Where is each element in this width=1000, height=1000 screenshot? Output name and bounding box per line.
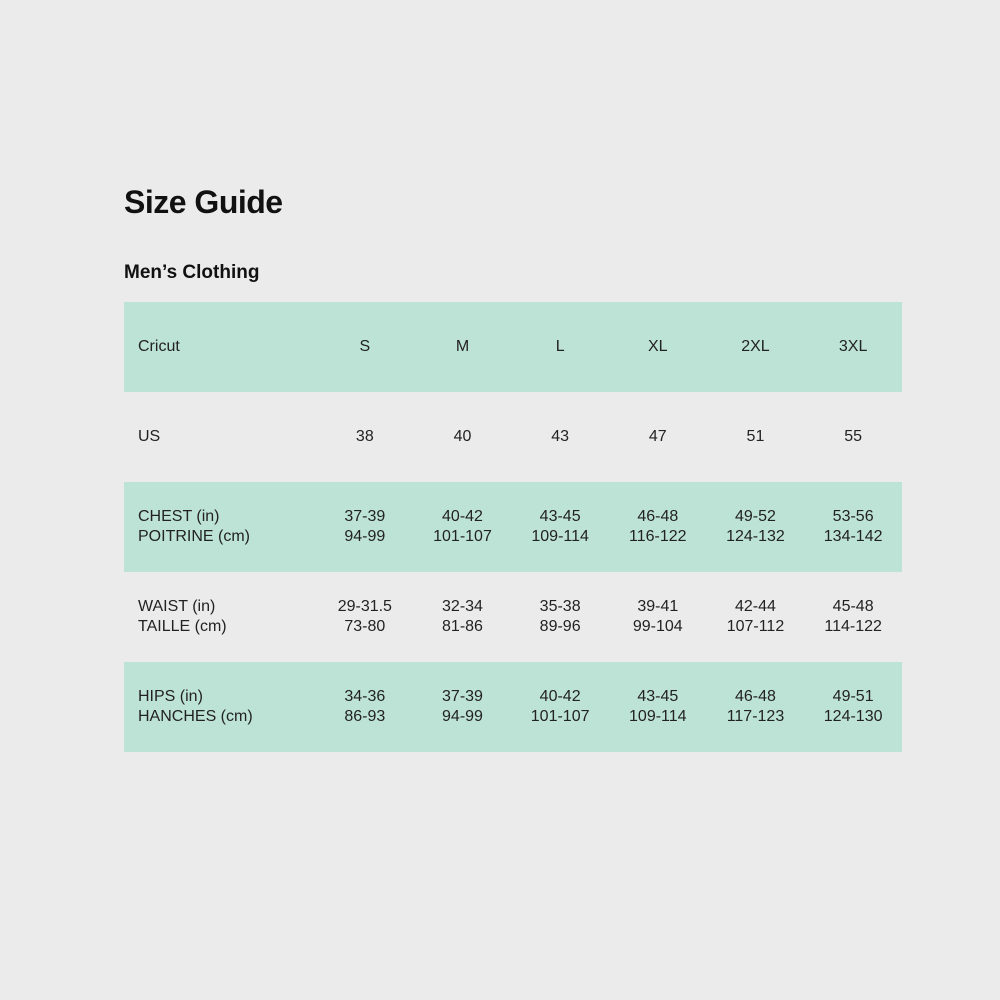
us-value-l: 43 (551, 428, 570, 445)
hips-in-xl: 43-45 (637, 688, 679, 705)
chest-cm-l: 109-114 (531, 528, 589, 545)
waist-in-3xl: 45-48 (832, 598, 874, 615)
chest-cell-l (511, 482, 609, 572)
us-label: US (138, 428, 161, 445)
waist-in-m: 32-34 (442, 598, 483, 615)
waist-cm-2xl: 107-112 (726, 618, 785, 635)
chest-cm-s: 94-99 (344, 528, 386, 545)
chest-cell-m (414, 482, 512, 572)
hips-cell-m (414, 662, 512, 752)
chest-label-in: CHEST (in) (138, 508, 220, 525)
us-value-xl: 47 (648, 428, 667, 445)
chest-cm-2xl: 124-132 (726, 528, 785, 545)
hips-cm-s: 86-93 (344, 708, 386, 725)
waist-in-2xl: 42-44 (734, 598, 776, 615)
hips-cell-2xl (707, 662, 805, 752)
hips-cell-3xl (804, 662, 902, 752)
section-title: Men’s Clothing (124, 262, 260, 283)
waist-cm-m: 81-86 (442, 618, 483, 635)
chest-cell-3xl (804, 482, 902, 572)
waist-cell-xl (609, 572, 707, 662)
waist-in-xl: 39-41 (637, 598, 679, 615)
size-header-l: L (511, 302, 609, 392)
chest-cm-m: 101-107 (433, 528, 492, 545)
hips-cell-xl (609, 662, 707, 752)
size-header-3xl: 3XL (804, 302, 902, 392)
waist-label-cm: TAILLE (cm) (138, 618, 227, 635)
hips-in-m: 37-39 (442, 688, 483, 705)
waist-cm-s: 73-80 (344, 618, 386, 635)
chest-in-xl: 46-48 (637, 508, 679, 525)
chest-in-l: 43-45 (539, 508, 581, 525)
chest-label (124, 482, 316, 572)
size-header-xl: XL (609, 302, 707, 392)
hips-in-3xl: 49-51 (832, 688, 874, 705)
brand-label: Cricut (124, 302, 316, 392)
hips-cm-l: 101-107 (530, 708, 590, 725)
waist-label (124, 572, 316, 662)
waist-cell-3xl (804, 572, 902, 662)
waist-cell-m (414, 572, 512, 662)
waist-label-in: WAIST (in) (138, 598, 216, 615)
hips-cm-m: 94-99 (442, 708, 483, 725)
us-value-2xl: 51 (746, 428, 765, 445)
page-title: Size Guide (124, 184, 283, 220)
chest-in-3xl: 53-56 (832, 508, 874, 525)
size-header-m: M (414, 302, 512, 392)
hips-in-l: 40-42 (539, 688, 581, 705)
hips-label-in: HIPS (in) (138, 688, 203, 705)
size-table (124, 302, 902, 752)
hips-cell-l (511, 662, 609, 752)
hips-cm-3xl: 124-130 (823, 708, 883, 725)
waist-cm-l: 89-96 (539, 618, 581, 635)
size-header-2xl: 2XL (707, 302, 805, 392)
waist-cm-xl: 99-104 (632, 618, 683, 635)
waist-cell-s (316, 572, 414, 662)
chest-cm-xl: 116-122 (629, 528, 687, 545)
us-value-3xl: 55 (844, 428, 863, 445)
waist-cm-3xl: 114-122 (824, 618, 882, 635)
header-row (124, 302, 902, 392)
chest-in-2xl: 49-52 (734, 508, 776, 525)
waist-in-s: 29-31.5 (337, 598, 392, 615)
waist-cell-l (511, 572, 609, 662)
chest-in-s: 37-39 (344, 508, 386, 525)
chest-in-m: 40-42 (442, 508, 483, 525)
hips-in-2xl: 46-48 (734, 688, 776, 705)
chest-row (124, 482, 902, 572)
us-value-s: 38 (355, 428, 374, 445)
waist-row (124, 572, 902, 662)
waist-in-l: 35-38 (539, 598, 581, 615)
us-value-m: 40 (453, 428, 472, 445)
hips-label-cm: HANCHES (cm) (138, 708, 253, 725)
us-row (124, 392, 902, 482)
chest-cm-3xl: 134-142 (823, 528, 883, 545)
chest-cell-2xl (707, 482, 805, 572)
hips-cm-xl: 109-114 (629, 708, 687, 725)
chest-label-cm: POITRINE (cm) (138, 528, 250, 545)
hips-in-s: 34-36 (344, 688, 386, 705)
hips-cell-s (316, 662, 414, 752)
hips-cm-2xl: 117-123 (726, 708, 785, 725)
hips-row (124, 662, 902, 752)
hips-label (124, 662, 316, 752)
size-header-s: S (316, 302, 414, 392)
chest-cell-xl (609, 482, 707, 572)
chest-cell-s (316, 482, 414, 572)
waist-cell-2xl (707, 572, 805, 662)
